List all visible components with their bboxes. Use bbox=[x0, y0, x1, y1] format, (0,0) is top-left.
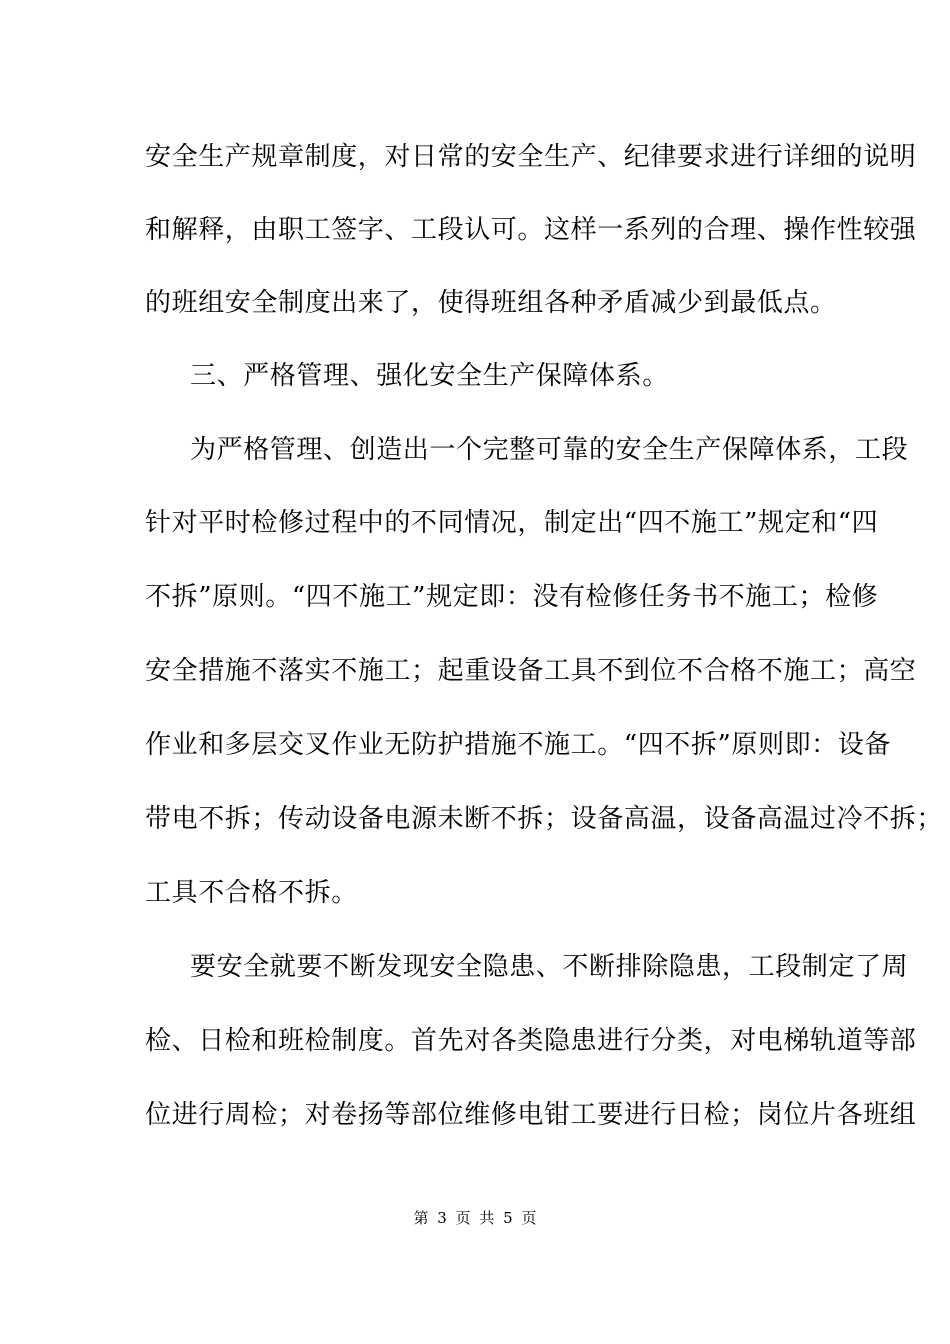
text-line: 工具不合格不拆。 bbox=[145, 878, 358, 908]
text-line: 作业和多层交叉作业无防护措施不施工。“四不拆”原则即：设备 bbox=[145, 730, 891, 760]
text-line: 和解释，由职工签字、工段认可。这样一系列的合理、操作性较强 bbox=[145, 215, 917, 245]
text-line: 要安全就要不断发现安全隐患、不断排除隐患，工段制定了周 bbox=[190, 952, 909, 982]
text-line: 安全生产规章制度，对日常的安全生产、纪律要求进行详细的说明 bbox=[145, 142, 917, 172]
text-line: 安全措施不落实不施工；起重设备工具不到位不合格不施工；高空 bbox=[145, 656, 917, 686]
text-line: 位进行周检；对卷扬等部位维修电钳工要进行日检；岗位片各班组 bbox=[145, 1100, 917, 1130]
text-line: 带电不拆；传动设备电源未断不拆；设备高温，设备高温过冷不拆； bbox=[145, 804, 944, 834]
text-line: 针对平时检修过程中的不同情况，制定出“四不施工”规定和“四 bbox=[145, 508, 879, 538]
section-heading: 三、严格管理、强化安全生产保障体系。 bbox=[190, 361, 669, 391]
text-line: 检、日检和班检制度。首先对各类隐患进行分类，对电梯轨道等部 bbox=[145, 1026, 917, 1056]
text-line: 的班组安全制度出来了，使得班组各种矛盾减少到最低点。 bbox=[145, 288, 837, 318]
text-line: 不拆”原则。“四不施工”规定即：没有检修任务书不施工；检修 bbox=[145, 582, 879, 612]
page-number-footer: 第 3 页 共 5 页 bbox=[413, 1209, 537, 1227]
text-line: 为严格管理、创造出一个完整可靠的安全生产保障体系，工段 bbox=[190, 435, 909, 465]
